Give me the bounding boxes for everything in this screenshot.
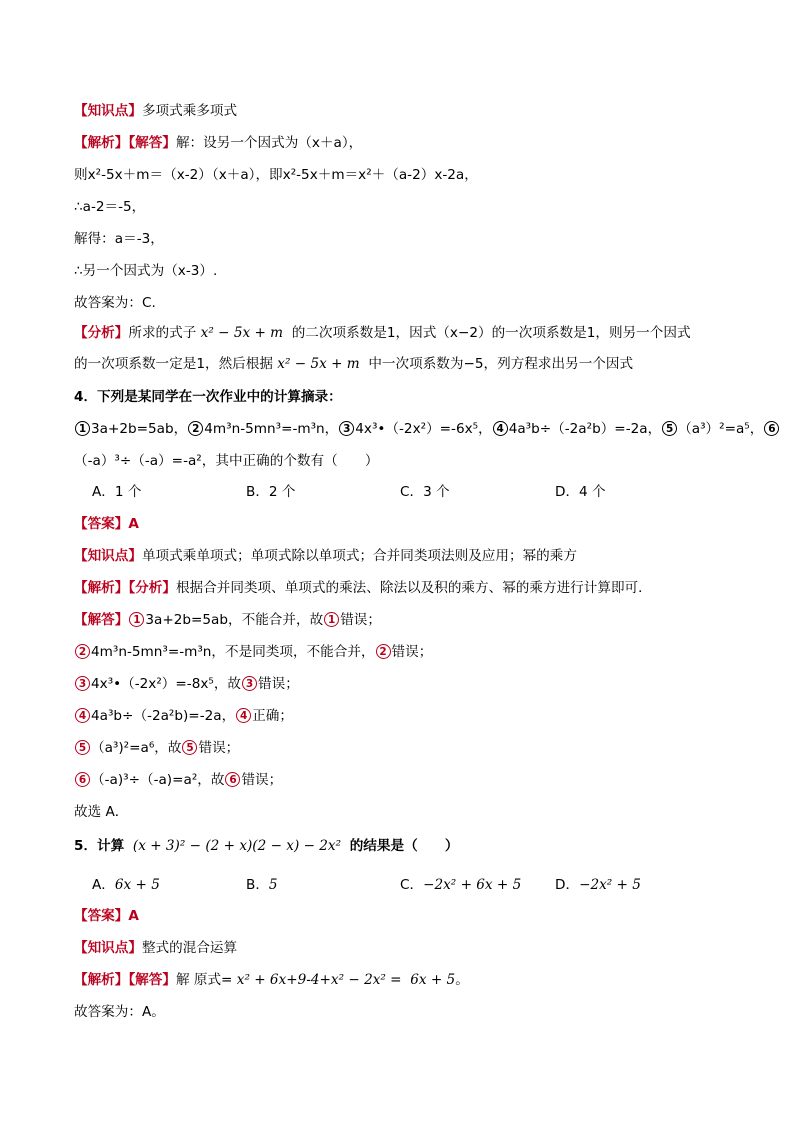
q3-knowledge-point [74, 101, 237, 121]
circled-number: 4 [236, 708, 251, 723]
circled-number: 1 [75, 421, 90, 436]
expression-3: 4x³•（-2x²）=-6x⁵， [355, 421, 492, 437]
q5-option-a [92, 875, 160, 895]
q3-analysis [74, 133, 362, 153]
solution-text: 4a³b÷（-2a²b)=-2a， [91, 708, 236, 724]
q4-option-d: D．4 个 [555, 484, 606, 500]
q3-step-2: ∴a-2＝-5， [74, 199, 146, 215]
q4-solution-5 [74, 738, 239, 758]
q5-option-d [555, 875, 641, 895]
q4-solution-2 [74, 642, 432, 662]
analysis-text: 解 原式= [175, 972, 233, 988]
circled-number: 6 [75, 772, 90, 787]
stem-text: 的结果是（ ） [349, 838, 459, 854]
stem-text: 5．计算 [74, 838, 125, 854]
option-letter: D． [555, 877, 580, 893]
circled-number: 5 [182, 740, 197, 755]
q4-expressions-line-2: （-a）³÷（-a）=-a²，其中正确的个数有（ ） [74, 453, 379, 469]
q3-discussion-line-2 [74, 354, 633, 374]
answer-value: A [128, 516, 139, 532]
q4-solution-6 [74, 770, 282, 790]
circled-number: 4 [493, 421, 508, 436]
discussion-text: 所求的式子 [128, 325, 197, 341]
analysis-tag: 【解析】【解答】 [74, 972, 176, 988]
knowledge-text: 单项式乘单项式；单项式除以单项式；合并同类项法则及应用；幂的乘方 [141, 548, 577, 564]
answer-value: A [128, 908, 139, 924]
option-letter: B． [246, 877, 269, 893]
option-letter: C． [400, 877, 424, 893]
solution-text: 正确； [252, 708, 293, 724]
knowledge-tag: 【知识点】 [74, 548, 142, 564]
expression-2: 4m³n-5mn³=-m³n， [204, 421, 339, 437]
circled-number: 3 [242, 676, 257, 691]
circled-number: 5 [662, 421, 677, 436]
expression: x² + 6x+9-4+x² − 2x² = [236, 972, 402, 988]
q3-discussion-line-1 [74, 323, 691, 343]
q4-analysis [74, 578, 652, 598]
circled-number: 2 [376, 644, 391, 659]
analysis-tag: 【解析】【分析】 [74, 580, 176, 596]
q4-option-a: A．1 个 [92, 484, 142, 500]
solution-text: 4x³•（-2x²）=-8x⁵，故 [91, 676, 242, 692]
q3-answer: 故答案为：C. [74, 295, 156, 311]
circled-number: 4 [75, 708, 90, 723]
q4-solution-4 [74, 706, 293, 726]
q4-option-c: C．3 个 [400, 484, 450, 500]
discussion-text: 的一次项系数一定是1，然后根据 [74, 356, 273, 372]
expression-1: 3a+2b=5ab， [91, 421, 188, 437]
solution-text: 错误； [340, 612, 381, 628]
analysis-tag: 【解析】【解答】 [74, 135, 176, 151]
knowledge-tag: 【知识点】 [74, 103, 142, 119]
solution-text: 3a+2b=5ab，不能合并，故 [145, 612, 324, 628]
q4-conclusion: 故选 A． [74, 804, 129, 820]
q5-option-b [246, 875, 278, 895]
q4-stem: 4．下列是某同学在一次作业中的计算摘录： [74, 389, 342, 405]
option-letter: A． [92, 877, 115, 893]
analysis-end: 。 [455, 972, 469, 988]
analysis-text: 解：设另一个因式为（x＋a）， [175, 135, 363, 151]
option-expression: −2x² + 6x + 5 [423, 877, 522, 893]
circled-number: 2 [75, 644, 90, 659]
q3-step-1: 则x²-5x＋m＝（x-2）（x＋a），即x²-5x＋m＝x²＋（a-2）x-2a， [74, 167, 478, 183]
solution-text: 错误； [198, 740, 240, 756]
circled-number: 2 [188, 421, 203, 436]
discussion-text: 的二次项系数是1，因式（x−2）的一次项系数是1，则另一个因式 [291, 325, 691, 341]
q4-solution-3 [74, 674, 299, 694]
solution-tag: 【解答】 [74, 612, 129, 628]
q4-answer [74, 514, 139, 534]
q4-expressions-line-1 [74, 419, 780, 439]
expression: x² − 5x + m [277, 356, 360, 372]
expression: 6x + 5 [410, 972, 456, 988]
circled-number: 1 [129, 612, 144, 627]
circled-number: 1 [324, 612, 339, 627]
q5-knowledge-point [74, 938, 237, 958]
knowledge-text: 多项式乘多项式 [141, 103, 238, 119]
solution-text: 4m³n-5mn³=-m³n，不是同类项，不能合并， [91, 644, 375, 660]
expression-4: 4a³b÷（-2a²b）=-2a， [508, 421, 662, 437]
solution-text: 错误； [391, 644, 433, 660]
circled-number: 6 [225, 772, 240, 787]
q4-option-b: B．2 个 [246, 484, 296, 500]
discussion-tag: 【分析】 [74, 325, 129, 341]
q5-conclusion: 故答案为：A。 [74, 1004, 165, 1020]
circled-number: 6 [764, 421, 779, 436]
q5-option-c [400, 875, 521, 895]
solution-text: （a³)²=a⁶，故 [91, 740, 182, 756]
answer-tag: 【答案】 [74, 516, 129, 532]
solution-text: 错误； [241, 772, 283, 788]
circled-number: 3 [339, 421, 354, 436]
q5-answer [74, 906, 139, 926]
solution-text: （-a)³÷（-a)=a²，故 [91, 772, 225, 788]
option-expression: 5 [268, 877, 278, 893]
q4-knowledge-point [74, 546, 577, 566]
expression-5: （a³）²=a⁵， [678, 421, 764, 437]
q3-step-3: 解得：a＝-3， [74, 231, 164, 247]
q3-step-4: ∴另一个因式为（x-3）. [74, 263, 218, 279]
q5-stem [74, 836, 458, 856]
knowledge-tag: 【知识点】 [74, 940, 142, 956]
discussion-text: 中一次项系数为−5，列方程求出另一个因式 [368, 356, 634, 372]
option-expression: −2x² + 5 [579, 877, 641, 893]
circled-number: 5 [75, 740, 90, 755]
knowledge-text: 整式的混合运算 [141, 940, 238, 956]
circled-number: 3 [75, 676, 90, 691]
expression: (x + 3)² − (2 + x)(2 − x) − 2x² [132, 838, 342, 854]
solution-text: 错误； [258, 676, 299, 692]
answer-tag: 【答案】 [74, 908, 129, 924]
expression: x² − 5x + m [200, 325, 284, 341]
analysis-text: 根据合并同类项、单项式的乘法、除法以及积的乘方、幂的乘方进行计算即可． [175, 580, 652, 596]
q4-solution-1 [74, 610, 381, 630]
q5-analysis [74, 970, 469, 990]
option-expression: 6x + 5 [114, 877, 160, 893]
